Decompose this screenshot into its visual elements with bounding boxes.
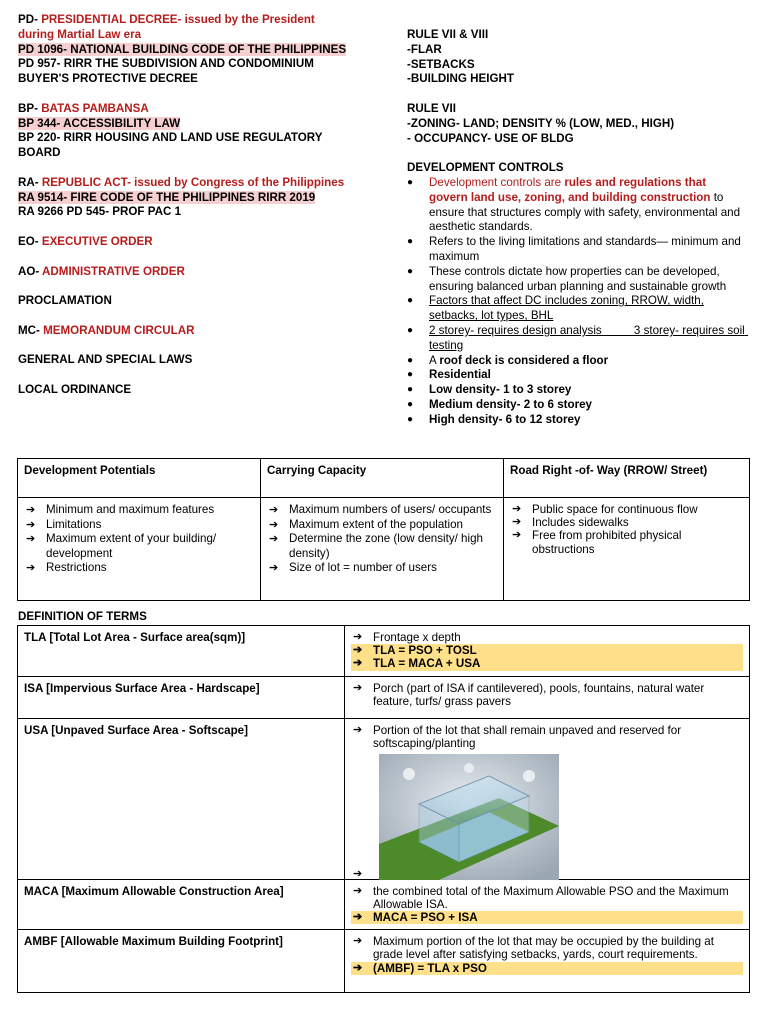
ambf-term: AMBF [Allowable Maximum Building Footprint] (18, 930, 345, 993)
table-header-row (18, 459, 750, 498)
list-item: ➔ (AMBF) = TLA x PSO (351, 962, 743, 975)
ra-entry: RA- REPUBLIC ACT- issued by Congress of the Philippines (18, 175, 345, 189)
list-item: ➔ Restrictions (24, 561, 254, 576)
list-item: ➔ Maximum numbers of users/ occupants (267, 503, 497, 518)
list-item: ➔ Porch (part of ISA if cantilevered), pools, fountains, natural water feature, turfs/ grass pavers (351, 682, 743, 708)
maca-term: MACA [Maximum Allowable Construction Area] (18, 879, 345, 930)
list-item: ● These controls dictate how properties can be developed, ensuring balanced urban planning and sustainable growth (407, 265, 747, 295)
list-item: ● Residential (407, 368, 747, 383)
ra9514-entry: RA 9514- FIRE CODE OF THE PHILIPPINES RIRR 2019 (18, 190, 316, 204)
isa-term: ISA [Impervious Surface Area - Hardscape] (18, 676, 345, 718)
list-item: ➔ Size of lot = number of users (267, 561, 497, 576)
bp344-entry: BP 344- ACCESSIBILITY LAW (18, 116, 181, 130)
list-item: ● A roof deck is considered a floor (407, 354, 747, 369)
rule-7-8-heading: RULE VII & VIII (407, 28, 489, 41)
lot-diagram-image (379, 754, 559, 880)
header-development-potentials: Development Potentials (18, 459, 261, 498)
right-column (407, 28, 747, 428)
list-item: ➔ Portion of the lot that shall remain unpaved and reserved for softscaping/planting (351, 724, 743, 750)
mc-entry: MC- MEMORANDUM CIRCULAR (18, 323, 195, 337)
development-table (17, 458, 750, 601)
usa-term: USA [Unpaved Surface Area - Softscape] (18, 718, 345, 879)
table-row (18, 676, 750, 718)
ra9266-entry: RA 9266 PD 545- PROF PAC 1 (18, 205, 182, 219)
table-row (18, 718, 750, 879)
list-item: ➔ Minimum and maximum features (24, 503, 254, 518)
list-item: ➔ TLA = PSO + TOSL (351, 644, 743, 657)
development-controls-list (407, 176, 747, 428)
setbacks-item: -SETBACKS (407, 57, 475, 71)
list-item: ● Low density- 1 to 3 storey (407, 383, 747, 398)
list-item: ● High density- 6 to 12 storey (407, 413, 747, 428)
occupancy-item: - OCCUPANCY- USE OF BLDG (407, 131, 574, 145)
zoning-item: -ZONING- LAND; DENSITY % (LOW, MED., HIGH) (407, 116, 675, 130)
bp220-entry: BP 220- RIRR HOUSING AND LAND USE REGULATORY BOARD (18, 131, 323, 160)
list-item: ● Factors that affect DC includes zoning, RROW, width, setbacks, lot types, BHL (407, 294, 747, 324)
pd-entry: PD- PRESIDENTIAL DECREE- issued by the President during Martial Law era (18, 13, 315, 41)
tla-term: TLA [Total Lot Area - Surface area(sqm)] (18, 626, 345, 677)
list-item: ➔ TLA = MACA + USA (351, 657, 743, 670)
rule-7-heading: RULE VII (407, 101, 456, 115)
pd957-entry: PD 957- RIRR THE SUBDIVISION AND CONDOMINIUM BUYER'S PROTECTIVE DECREE (18, 57, 314, 86)
table-row (18, 626, 750, 677)
header-carrying-capacity: Carrying Capacity (261, 459, 504, 498)
table-row (18, 879, 750, 930)
definition-of-terms-heading: DEFINITION OF TERMS (18, 610, 147, 623)
definitions-table (17, 625, 750, 993)
list-item: ➔ Includes sidewalks (510, 516, 743, 529)
list-item: ➔ MACA = PSO + ISA (351, 911, 743, 924)
carrying-capacity-list (267, 503, 497, 576)
flar-item: -FLAR (407, 42, 442, 56)
rrow-list (510, 503, 743, 556)
list-item: ➔ Frontage x depth (351, 631, 743, 644)
list-item: ● Development controls are rules and regulations that govern land use, zoning, and building construction to ensure that structures comply with safety, environmental and aesthetic standards. (407, 176, 747, 235)
list-item: ➔ Maximum extent of your building/ development (24, 532, 254, 561)
bp-entry: BP- BATAS PAMBANSA (18, 101, 149, 115)
list-item: ● Refers to the living limitations and standards— minimum and maximum (407, 235, 747, 265)
left-column (18, 13, 348, 398)
general-laws-entry: GENERAL AND SPECIAL LAWS (18, 353, 193, 367)
list-item: ➔ Public space for continuous flow (510, 503, 743, 516)
eo-entry: EO- EXECUTIVE ORDER (18, 234, 153, 248)
list-item: ➔ Limitations (24, 518, 254, 533)
local-ordinance-entry: LOCAL ORDINANCE (18, 382, 132, 396)
building-height-item: -BUILDING HEIGHT (407, 72, 514, 86)
list-item: ➔ Free from prohibited physical obstructions (510, 529, 743, 555)
table-row (18, 930, 750, 993)
development-potentials-list (24, 503, 254, 576)
list-item: ● Medium density- 2 to 6 storey (407, 398, 747, 413)
list-item: ➔ Determine the zone (low density/ high density) (267, 532, 497, 561)
list-item: ● 2 storey- requires design analysis 3 storey- requires soil testing (407, 324, 747, 354)
development-controls-heading: DEVELOPMENT CONTROLS (407, 161, 564, 175)
header-rrow: Road Right -of- Way (RROW/ Street) (504, 459, 750, 498)
pd1096-entry: PD 1096- NATIONAL BUILDING CODE OF THE PHILIPPINES (18, 42, 347, 56)
table-row (18, 498, 750, 601)
list-item: ➔ the combined total of the Maximum Allowable PSO and the Maximum Allowable ISA. (351, 885, 743, 911)
pd-term: PRESIDENTIAL DECREE- issued by the President during Martial Law era (18, 13, 315, 41)
ao-entry: AO- ADMINISTRATIVE ORDER (18, 264, 185, 278)
proclamation-entry: PROCLAMATION (18, 294, 112, 308)
list-item: ➔ Maximum extent of the population (267, 518, 497, 533)
list-item: ➔ Maximum portion of the lot that may be occupied by the building at grade level after satisfying setbacks, yards, court requirements. (351, 935, 743, 961)
